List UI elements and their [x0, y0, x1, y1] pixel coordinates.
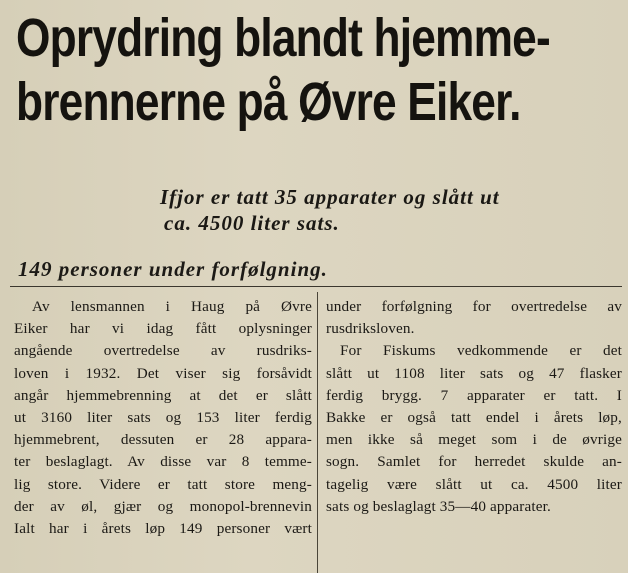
body-line: Eiker har vi idag fått oplysninger: [14, 320, 312, 338]
body-line: angående overtredelse av rusdriks-: [14, 342, 312, 360]
body-line: tagelig være slått ut ca. 4500 liter: [326, 475, 622, 493]
body-line: angår hjemmebrenning at det er slått: [14, 386, 312, 404]
body-line: ut 3160 liter sats og 153 liter ferdig: [14, 409, 312, 427]
horizontal-rule: [10, 286, 622, 287]
body-line: Bakke er også tatt endel i årets løp,: [326, 409, 622, 427]
column-divider: [317, 292, 318, 573]
body-column-right: [326, 296, 622, 573]
headline-line-2: brennerne på Øvre Eiker.: [16, 72, 521, 132]
body-line: For Fiskums vedkommende er det: [340, 342, 622, 360]
body-line: Ialt har i årets løp 149 personer vært: [14, 520, 312, 538]
body-line: under forfølgning for overtredelse av: [326, 298, 622, 315]
subheadline: [160, 184, 620, 236]
subheadline-line-1: Ifjor er tatt 35 apparater og slått ut: [160, 185, 500, 209]
body-line: rusdriksloven.: [326, 320, 415, 338]
body-line: slått ut 1108 liter sats og 47 flasker: [326, 364, 622, 382]
body-line: men ikke så meget som i de øvrige: [326, 431, 622, 449]
body-column-left: [14, 296, 312, 573]
body-line: der av øl, gjær og monopol-brennevin: [14, 497, 312, 515]
body-line: lig store. Videre er tatt store meng-: [14, 475, 312, 493]
body-line: sogn. Samlet for herredet skulde an-: [326, 453, 622, 471]
body-line: ferdig brygg. 7 apparater er tatt. I: [326, 386, 622, 404]
subheadline-line-2: ca. 4500 liter sats.: [164, 211, 340, 235]
subheadline-secondary: 149 personer under forfølgning.: [18, 257, 328, 281]
body-line: hjemmebrent, dessuten er 28 appara-: [14, 431, 312, 449]
body-line: ter beslaglagt. Av disse var 8 temme-: [14, 453, 312, 471]
body-line: Av lensmannen i Haug på Øvre: [32, 298, 312, 315]
headline: [16, 6, 550, 134]
body-line: sats og beslaglagt 35—40 apparater.: [326, 497, 551, 515]
body-line: loven i 1932. Det viser sig forsåvidt: [14, 364, 312, 382]
headline-line-1: Oprydring blandt hjemme-: [16, 8, 550, 68]
